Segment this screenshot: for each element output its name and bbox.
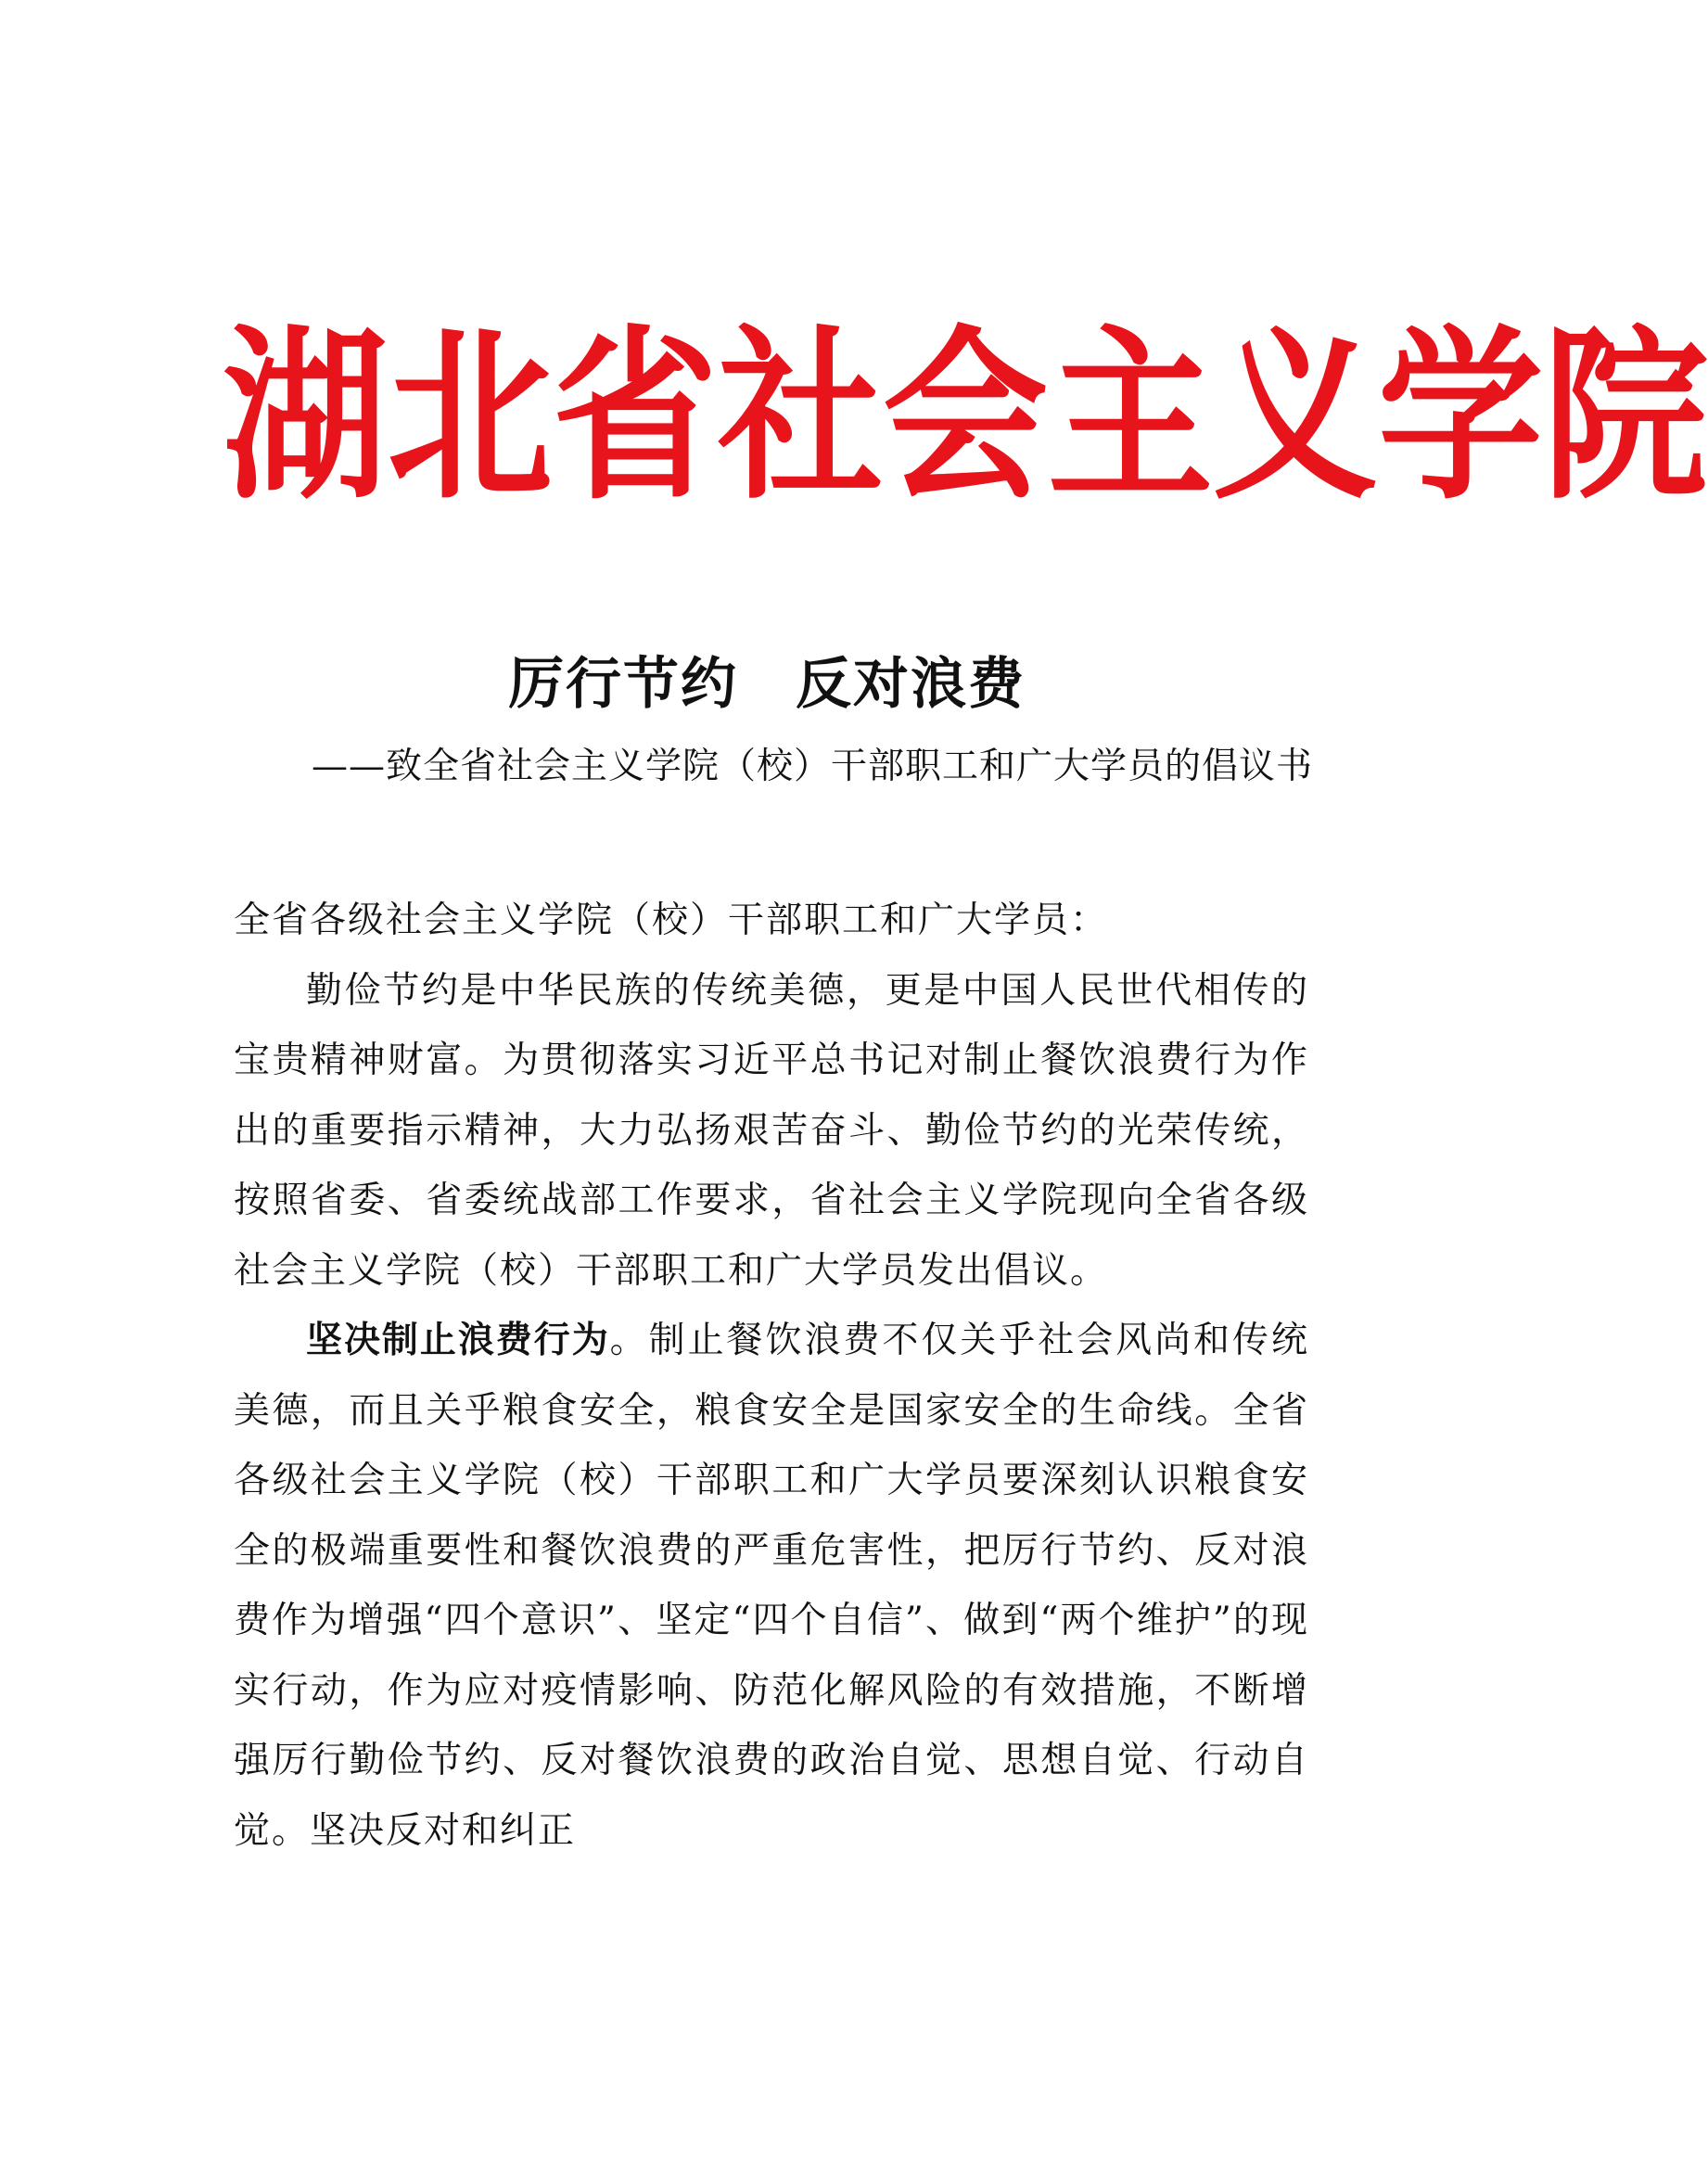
masthead-char: 省 bbox=[553, 309, 718, 525]
document-subtitle: ——致全省社会主义学院（校）干部职工和广大学员的倡议书 bbox=[311, 746, 1313, 787]
paragraph-intro: 勤俭节约是中华民族的传统美德，更是中国人民世代相传的宝贵精神财富。为贯彻落实习近平总书记对制止餐饮浪费行为作出的重要指示精神，大力弘扬艰苦奋斗、勤俭节约的光荣传统，按照省委、省委统战部工作要求，省社会主义学院现向全省各级社会主义学院（校）干部职工和广大学员发出倡议。 bbox=[234, 969, 1309, 1292]
salutation: 全省各级社会主义学院（校）干部职工和广大学员： bbox=[234, 899, 1109, 941]
masthead-char: 主 bbox=[1048, 309, 1213, 525]
masthead-char: 湖 bbox=[223, 309, 388, 525]
document-body bbox=[234, 886, 1309, 1866]
masthead-char: 会 bbox=[883, 309, 1048, 525]
paragraph-stop-waste-text: 。制止餐饮浪费不仅关乎社会风尚和传统美德，而且关乎粮食安全，粮食安全是国家安全的生命线。全省各级社会主义学院（校）干部职工和广大学员要深刻认识粮食安全的极端重要性和餐饮浪费的严重危害性，把厉行节约、反对浪费作为增强“四个意识”、坚定“四个自信”、做到“两个维护”的现实行动，作为应对疫情影响、防范化解风险的有效措施，不断增强厉行勤俭节约、反对餐饮浪费的政治自觉、思想自觉、行动自觉。坚决反对和纠正 bbox=[234, 1320, 1309, 1852]
masthead bbox=[223, 309, 1708, 525]
masthead-char: 北 bbox=[388, 309, 553, 525]
paragraph-lead-heading: 坚决制止浪费行为 bbox=[306, 1320, 610, 1361]
masthead-char: 社 bbox=[718, 309, 883, 525]
masthead-char: 学 bbox=[1378, 309, 1543, 525]
paragraph-stop-waste bbox=[234, 1306, 1309, 1866]
masthead-char: 义 bbox=[1213, 309, 1378, 525]
masthead-char: 院 bbox=[1543, 309, 1708, 525]
document-title: 厉行节约 反对浪费 bbox=[508, 652, 1026, 717]
